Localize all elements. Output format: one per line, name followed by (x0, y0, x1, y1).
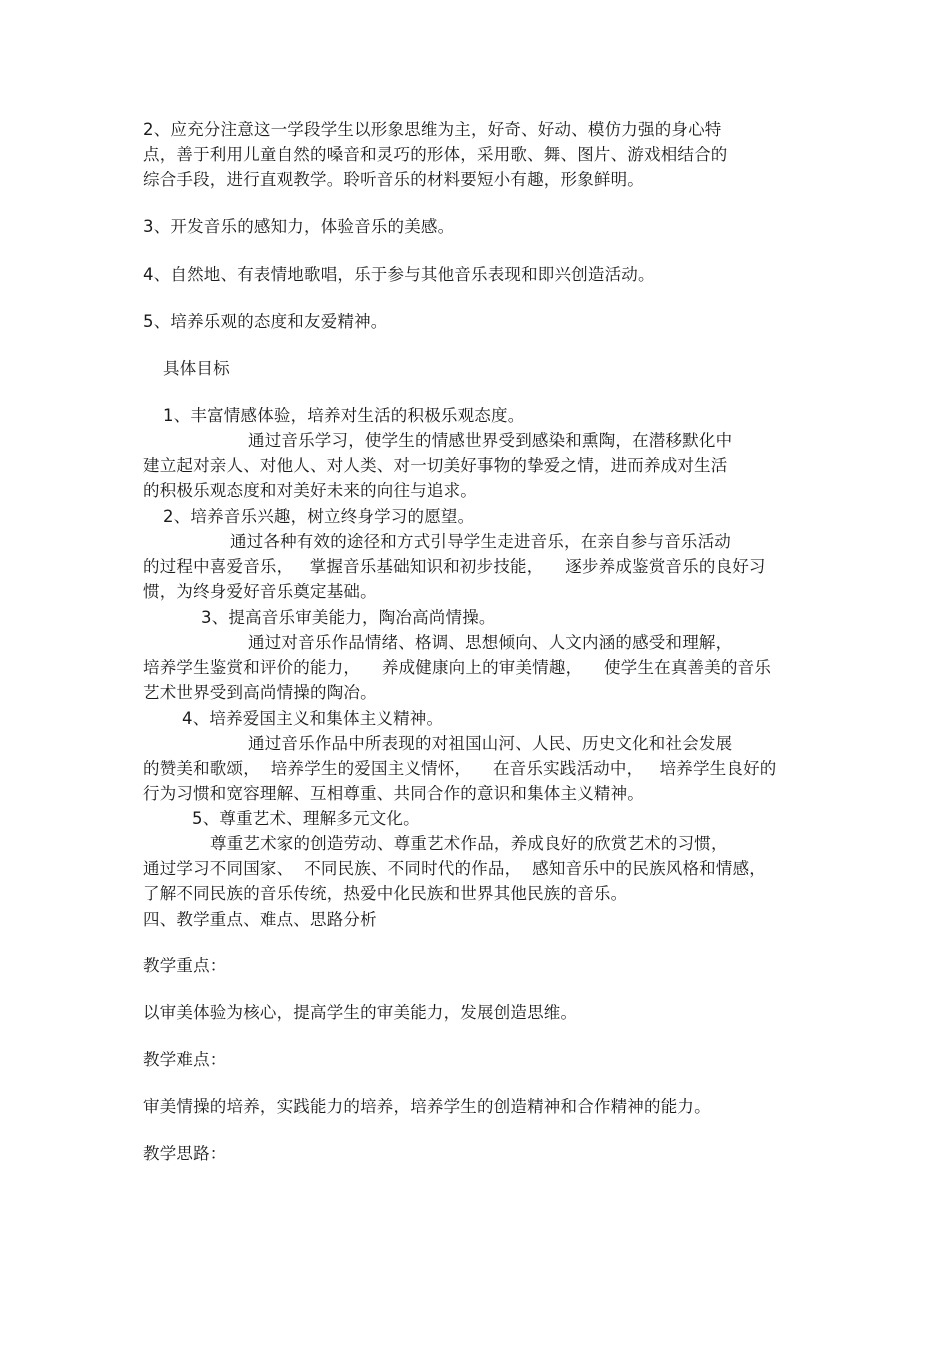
text-line: 通过音乐作品中所表现的对祖国山河、人民、历史文化和社会发展 (248, 734, 733, 753)
text-line: 培养学生鉴赏和评价的能力， 养成健康向上的审美情趣， 使学生在真善美的音乐 (143, 658, 772, 677)
text-line: 的过程中喜爱音乐， 掌握音乐基础知识和初步技能， 逐步养成鉴赏音乐的良好习 (143, 557, 766, 576)
text-line: 的赞美和歌颂， 培养学生的爱国主义情怀， 在音乐实践活动中， 培养学生良好的 (143, 759, 777, 778)
text-line: 通过音乐学习，使学生的情感世界受到感染和熏陶，在潜移默化中 (248, 431, 733, 450)
text-line: 3、开发音乐的感知力，体验音乐的美感。 (143, 217, 455, 236)
text-line: 4、培养爱国主义和集体主义精神。 (182, 709, 444, 728)
label-line: 教学难点： (143, 1050, 227, 1069)
text-line: 艺术世界受到高尚情操的陶冶。 (143, 683, 377, 702)
text-line: 惯，为终身爱好音乐奠定基础。 (143, 582, 377, 601)
text-line: 通过学习不同国家、 不同民族、不同时代的作品， 感知音乐中的民族风格和情感， (143, 859, 766, 878)
text-line: 5、培养乐观的态度和友爱精神。 (143, 312, 388, 331)
text-line: 2、培养音乐兴趣，树立终身学习的愿望。 (163, 507, 475, 526)
text-line: 建立起对亲人、对他人、对人类、对一切美好事物的挚爱之情，进而养成对生活 (143, 456, 728, 475)
text-line: 4、自然地、有表情地歌唱，乐于参与其他音乐表现和即兴创造活动。 (143, 265, 655, 284)
text-line: 1、丰富情感体验，培养对生活的积极乐观态度。 (163, 406, 525, 425)
text-line: 尊重艺术家的创造劳动、尊重艺术作品，养成良好的欣赏艺术的习惯， (210, 834, 728, 853)
text-line: 行为习惯和宽容理解、互相尊重、共同合作的意识和集体主义精神。 (143, 784, 644, 803)
label-line: 教学思路： (143, 1144, 227, 1163)
text-line: 2、应充分注意这一学段学生以形象思维为主，好奇、好动、模仿力强的身心特 (143, 120, 722, 139)
section-heading: 具体目标 (163, 359, 230, 378)
text-line: 通过各种有效的途径和方式引导学生走进音乐，在亲自参与音乐活动 (230, 532, 731, 551)
text-line: 3、提高音乐审美能力，陶冶高尚情操。 (201, 608, 496, 627)
text-line: 通过对音乐作品情绪、格调、思想倾向、人文内涵的感受和理解， (248, 633, 733, 652)
text-line: 综合手段，进行直观教学。聆听音乐的材料要短小有趣，形象鲜明。 (143, 170, 644, 189)
text-line: 的积极乐观态度和对美好未来的向往与追求。 (143, 481, 477, 500)
section-heading: 四、教学重点、难点、思路分析 (143, 910, 377, 929)
text-line: 5、尊重艺术、理解多元文化。 (192, 809, 420, 828)
text-line: 点，善于利用儿童自然的嗓音和灵巧的形体，采用歌、舞、图片、游戏相结合的 (143, 145, 728, 164)
label-line: 教学重点： (143, 956, 227, 975)
text-line: 了解不同民族的音乐传统，热爱中化民族和世界其他民族的音乐。 (143, 884, 628, 903)
text-line: 以审美体验为核心，提高学生的审美能力，发展创造思维。 (143, 1003, 578, 1022)
text-line: 审美情操的培养，实践能力的培养，培养学生的创造精神和合作精神的能力。 (143, 1097, 711, 1116)
